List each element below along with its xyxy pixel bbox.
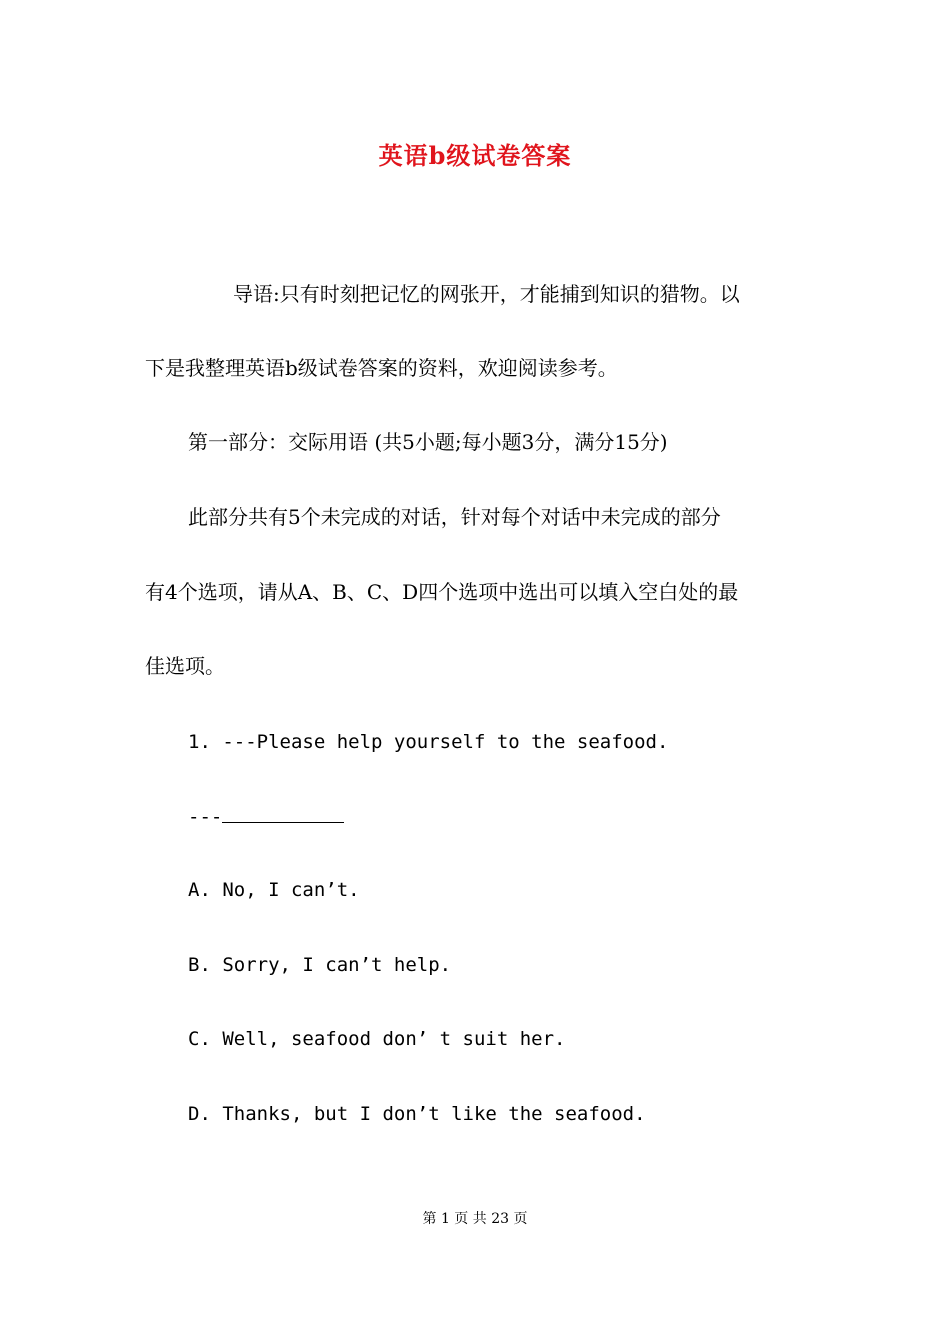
option-a: A. No, I can’t.: [188, 879, 360, 901]
section-heading: 第一部分：交际用语 (共5小题;每小题3分，满分15分): [188, 430, 668, 454]
instructions-line-2: 有4个选项，请从A、B、C、D四个选项中选出可以填入空白处的最: [145, 580, 739, 604]
response-prefix: ---: [188, 806, 223, 828]
page-number-footer: 第 1 页 共 23 页: [422, 1211, 528, 1227]
intro-paragraph-line-1: 导语:只有时刻把记忆的网张开，才能捕到知识的猎物。以: [233, 282, 740, 306]
option-b: B. Sorry, I can’t help.: [188, 954, 452, 976]
option-d: D. Thanks, but I don’t like the seafood.: [188, 1103, 646, 1125]
instructions-line-3: 佳选项。: [145, 654, 225, 678]
question-1-prompt: 1. ---Please help yourself to the seafood.: [188, 731, 669, 753]
answer-blank: [222, 802, 344, 823]
question-1-response: [188, 802, 858, 831]
option-c: C. Well, seafood don’ t suit her.: [188, 1028, 566, 1050]
document-title: 英语b级试卷答案: [378, 141, 572, 170]
instructions-line-1: 此部分共有5个未完成的对话，针对每个对话中未完成的部分: [188, 505, 721, 529]
intro-paragraph-line-2: 下是我整理英语b级试卷答案的资料，欢迎阅读参考。: [145, 356, 618, 380]
